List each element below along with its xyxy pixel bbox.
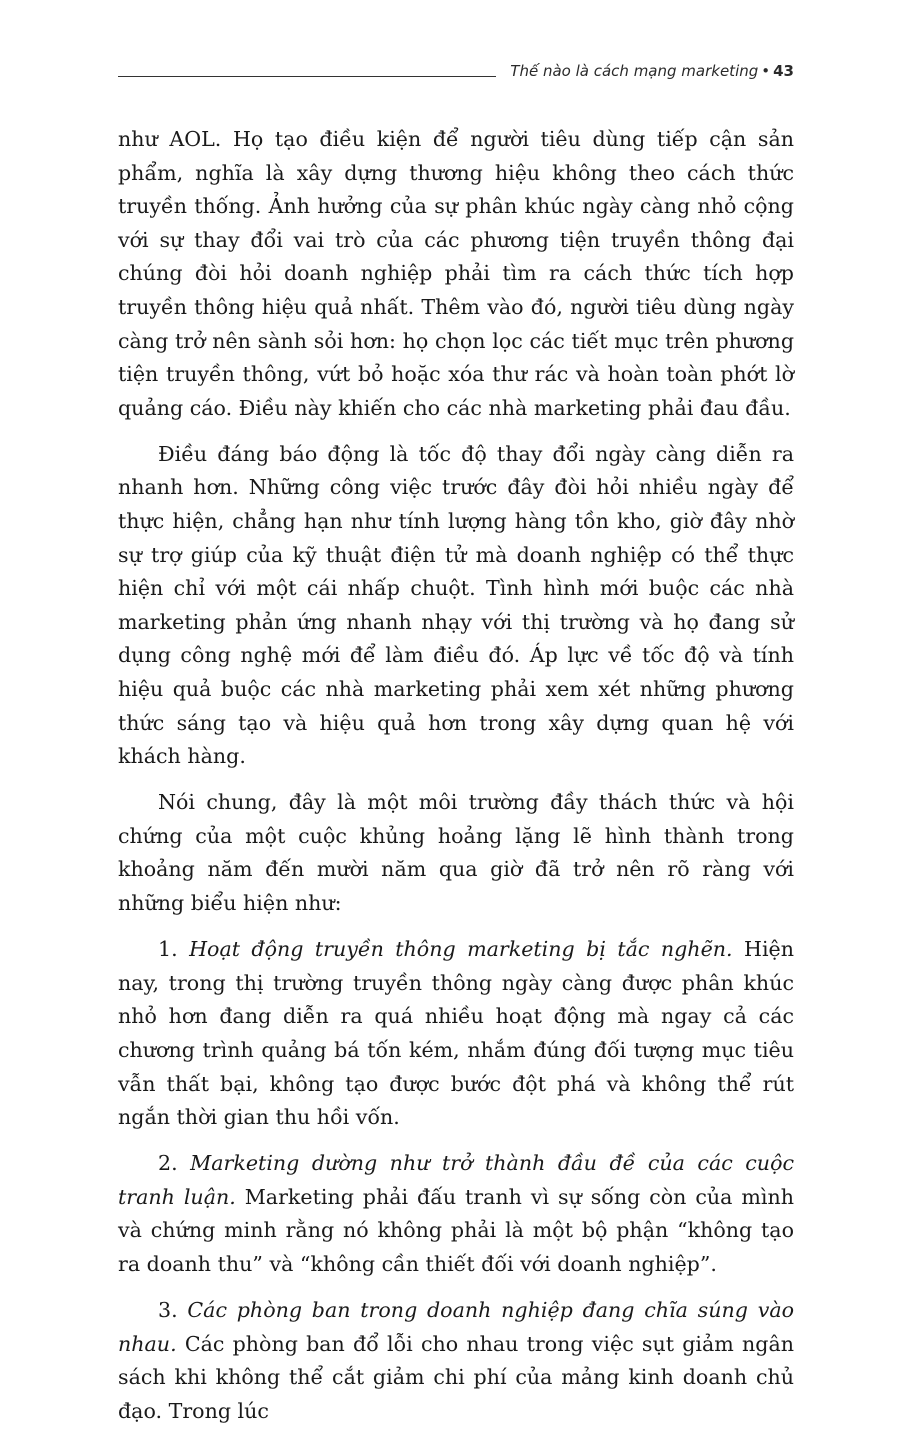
running-title: Thế nào là cách mạng marketing — [510, 62, 759, 80]
running-header — [118, 58, 794, 88]
item-heading: Hoạt động truyền thông marketing bị tắc nghẽn. — [189, 937, 733, 962]
paragraph — [118, 123, 794, 425]
paragraph-text: như AOL. Họ tạo điều kiện để người tiêu dùng tiếp cận sản phẩm, nghĩa là xây dựng thương hiệu không theo cách thức truyền thống. Ảnh hưởng của sự phân khúc ngày càng nhỏ cộng với sự thay đổi vai trò của các phương tiện truyền thông đại chúng đòi hỏi doanh nghiệp phải tìm ra cách thức tích hợp truyền thông hiệu quả nhất. Thêm vào đó, người tiêu dùng ngày càng trở nên sành sỏi hơn: họ chọn lọc các tiết mục trên phương tiện truyền thông, vứt bỏ hoặc xóa thư rác và hoàn toàn phớt lờ quảng cáo. Điều này khiến cho các nhà marketing phải đau đầu. — [118, 127, 794, 420]
numbered-item — [118, 1147, 794, 1281]
numbered-item — [118, 933, 794, 1135]
item-number: 2. — [158, 1151, 178, 1176]
item-heading: Các phòng ban trong doanh nghiệp đang chĩa súng vào nhau. — [118, 1298, 795, 1356]
header-text — [510, 62, 794, 80]
paragraph-text: Điều đáng báo động là tốc độ thay đổi ngày càng diễn ra nhanh hơn. Những công việc trước đây đòi hỏi nhiều ngày để thực hiện, chẳng hạn như tính lượng hàng tồn kho, giờ đây nhờ sự trợ giúp của kỹ thuật điện tử mà doanh nghiệp có thể thực hiện chỉ với một cái nhấp chuột. Tình hình mới buộc các nhà marketing phản ứng nhanh nhạy với thị trường và họ đang sử dụng công nghệ mới để làm điều đó. Áp lực về tốc độ và tính hiệu quả buộc các nhà marketing phải xem xét những phương thức sáng tạo và hiệu quả hơn trong xây dựng quan hệ với khách hàng. — [118, 441, 794, 769]
numbered-item — [118, 1294, 794, 1428]
item-text: Các phòng ban đổ lỗi cho nhau trong việc sụt giảm ngân sách khi không thể cắt giảm chi phí của mảng kinh doanh chủ đạo. Trong lúc — [118, 1331, 795, 1423]
paragraph — [118, 438, 794, 774]
item-text: Marketing phải đấu tranh vì sự sống còn của mình và chứng minh rằng nó không phải là một bộ phận “không tạo ra doanh thu” và “không cần thiết đối với doanh nghiệp”. — [118, 1184, 794, 1276]
item-text: Hiện nay, trong thị trường truyền thông ngày càng được phân khúc nhỏ hơn đang diễn ra quá nhiều hoạt động mà ngay cả các chương trình quảng bá tốn kém, nhắm đúng đối tượng mục tiêu vẫn thất bại, không tạo được bước đột phá và không thể rút ngắn thời gian thu hồi vốn. — [118, 937, 794, 1130]
page-number: 43 — [773, 62, 794, 80]
bullet-icon: • — [761, 62, 771, 80]
item-heading: Marketing dường như trở thành đầu đề của các cuộc tranh luận. — [118, 1151, 794, 1209]
paragraph — [118, 786, 794, 920]
item-number: 3. — [158, 1298, 178, 1323]
body-text — [118, 123, 794, 1441]
header-rule — [118, 76, 496, 77]
paragraph-text: Nói chung, đây là một môi trường đầy thách thức và hội chứng của một cuộc khủng hoảng lặng lẽ hình thành trong khoảng năm đến mười năm qua giờ đã trở nên rõ ràng với những biểu hiện như: — [118, 790, 794, 916]
item-number: 1. — [158, 937, 178, 962]
